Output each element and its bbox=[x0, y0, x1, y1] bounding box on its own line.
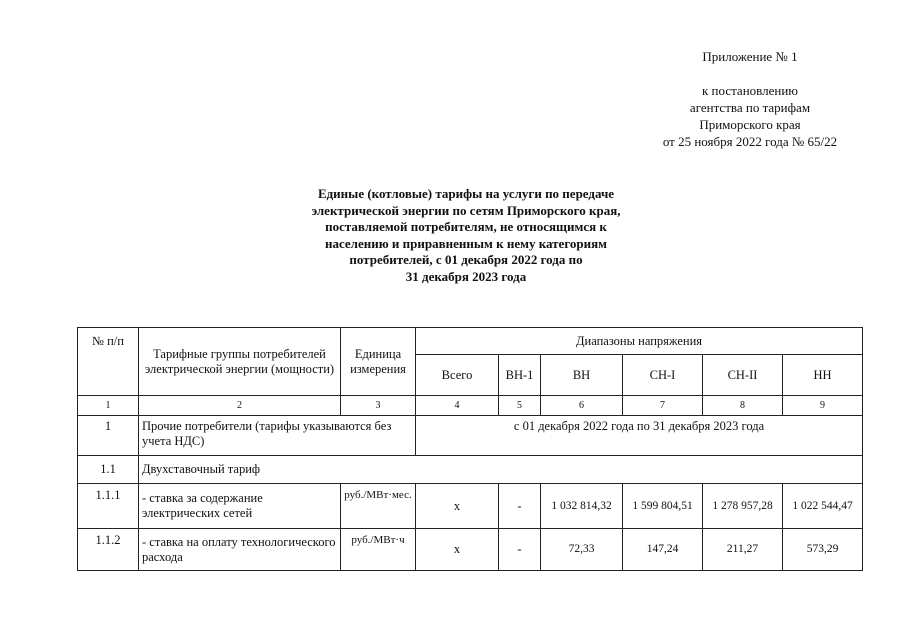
col-number: 7 bbox=[623, 396, 703, 416]
table-row bbox=[78, 484, 863, 529]
title-line: населению и приравненным к нему категориям bbox=[324, 235, 608, 251]
title-line: 31 декабря 2023 года bbox=[405, 268, 527, 284]
appendix-agency-line: агентства по тарифам bbox=[689, 100, 811, 115]
header-unit: Единица измерения bbox=[341, 328, 416, 396]
row-num: 1.1 bbox=[78, 456, 139, 484]
row-unit: руб./МВт·мес. bbox=[341, 484, 416, 529]
appendix-resolution-line: к постановлению bbox=[701, 83, 799, 98]
value-sn1: 1 599 804,51 bbox=[623, 484, 703, 529]
row-num: 1 bbox=[78, 416, 139, 456]
appendix-title: Приложение № 1 bbox=[702, 49, 798, 64]
header-sn2: СН-II bbox=[703, 355, 783, 396]
value-nn: 1 022 544,47 bbox=[783, 484, 863, 529]
table-row bbox=[78, 529, 863, 571]
value-sn2: 211,27 bbox=[703, 529, 783, 571]
col-number: 6 bbox=[541, 396, 623, 416]
value-sn1: 147,24 bbox=[623, 529, 703, 571]
header-total: Всего bbox=[416, 355, 499, 396]
header-sn1: СН-I bbox=[623, 355, 703, 396]
row-name: - ставка за содержание электрических сетей bbox=[139, 484, 341, 529]
col-number: 3 bbox=[341, 396, 416, 416]
col-number: 1 bbox=[78, 396, 139, 416]
value-vn1: - bbox=[499, 529, 541, 571]
col-number: 9 bbox=[783, 396, 863, 416]
header-nn: НН bbox=[783, 355, 863, 396]
row-period: с 01 декабря 2022 года по 31 декабря 2023 года bbox=[416, 416, 863, 456]
value-vn: 1 032 814,32 bbox=[541, 484, 623, 529]
value-total: х bbox=[416, 484, 499, 529]
title-line: поставляемой потребителям, не относящимся к bbox=[325, 219, 607, 234]
value-nn: 573,29 bbox=[783, 529, 863, 571]
header-vn: ВН bbox=[541, 355, 623, 396]
document-title bbox=[250, 186, 682, 285]
tariff-table bbox=[77, 327, 863, 571]
value-sn2: 1 278 957,28 bbox=[703, 484, 783, 529]
appendix-region-line: Приморского края bbox=[699, 117, 801, 132]
value-vn: 72,33 bbox=[541, 529, 623, 571]
row-name: Двухставочный тариф bbox=[139, 456, 863, 484]
title-line: потребителей, с 01 декабря 2022 года по bbox=[349, 252, 583, 267]
row-name: Прочие потребители (тарифы указываются без учета НДС) bbox=[139, 416, 416, 456]
appendix-date-line: от 25 ноября 2022 года № 65/22 bbox=[662, 134, 838, 149]
appendix-block bbox=[600, 48, 900, 150]
col-number: 4 bbox=[416, 396, 499, 416]
header-voltage-ranges: Диапазоны напряжения bbox=[416, 328, 863, 355]
row-unit: руб./МВт·ч bbox=[341, 529, 416, 571]
header-num: № п/п bbox=[78, 328, 139, 396]
col-number: 8 bbox=[703, 396, 783, 416]
col-number: 5 bbox=[499, 396, 541, 416]
row-num: 1.1.2 bbox=[78, 529, 139, 571]
row-num: 1.1.1 bbox=[78, 484, 139, 529]
col-number: 2 bbox=[139, 396, 341, 416]
header-groups: Тарифные группы потребителей электрической энергии (мощности) bbox=[139, 328, 341, 396]
header-vn1: ВН-1 bbox=[499, 355, 541, 396]
title-line: электрической энергии по сетям Приморского края, bbox=[311, 202, 621, 218]
title-line: Единые (котловые) тарифы на услуги по передаче bbox=[317, 186, 615, 201]
value-total: х bbox=[416, 529, 499, 571]
table-row bbox=[78, 416, 863, 456]
table-row bbox=[78, 456, 863, 484]
row-name: - ставка на оплату технологического расхода bbox=[139, 529, 341, 571]
value-vn1: - bbox=[499, 484, 541, 529]
